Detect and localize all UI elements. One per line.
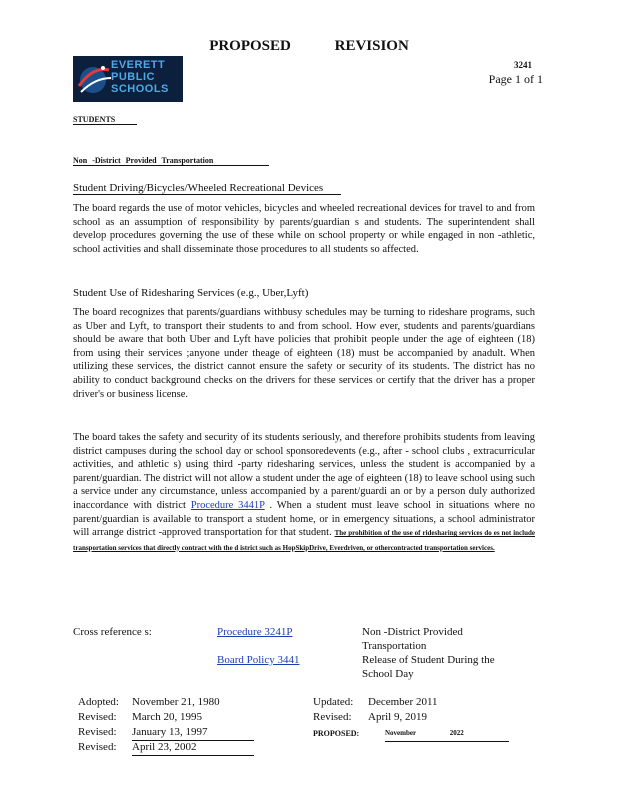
globe-swoosh-icon bbox=[73, 56, 113, 102]
history-label: Revised: bbox=[78, 711, 117, 723]
cross-reference-label: Cross reference s: bbox=[73, 626, 152, 638]
section-heading-driving: Student Driving/Bicycles/Wheeled Recreational Devices bbox=[73, 182, 341, 195]
policy-subtitle: Non -District Provided Transportation bbox=[73, 156, 269, 166]
proposed-date: November 2022 bbox=[385, 726, 509, 742]
everett-public-schools-logo bbox=[73, 56, 183, 102]
logo-line-3: SCHOOLS bbox=[111, 83, 169, 95]
paragraph-prohibition bbox=[73, 431, 535, 555]
board-policy-3441-link[interactable]: Board Policy 3441 bbox=[217, 654, 300, 666]
history-value: April 23, 2002 bbox=[132, 740, 254, 756]
procedure-3241p-description: Non -District Provided Transportation bbox=[362, 626, 463, 652]
history-label: Adopted: bbox=[78, 696, 119, 708]
procedure-3441p-link[interactable]: Procedure 3441P bbox=[190, 499, 265, 511]
history-value: March 20, 1995 bbox=[132, 711, 202, 723]
proposed-label: PROPOSED: bbox=[313, 729, 360, 738]
procedure-3241p-link[interactable]: Procedure 3241P bbox=[217, 626, 293, 638]
history-label: Revised: bbox=[313, 711, 352, 723]
history-label: Revised: bbox=[78, 726, 117, 738]
prohibition-text-1: The board takes the safety and security of its students seriously, and therefore prohibits students from leaving district campuses during the school day or school sponsoredevents (e.g., after - school clubs , extracurricular activities, and athletic s) using third -party ridesharing services, unless the student is accompanied by a parent/guardian. The district will not allow a student under the age of eighteen (18) to leave school using such a service under any circumstance, unless accompanied by a parent/guardi an or by a person duly authorized inaccordance with district bbox=[73, 432, 535, 511]
history-value: December 2011 bbox=[368, 696, 438, 708]
prohibition-text-2: . When a student must leave school in situations where no parent/guardian is available to transport a student home, or in emergency situations, a school administrator will arrange district -approved transportation for that student. bbox=[73, 499, 535, 539]
page-number: Page 1 of 1 bbox=[488, 72, 543, 86]
document-title: PROPOSED REVISION bbox=[209, 38, 409, 54]
section-heading-ridesharing: Student Use of Ridesharing Services (e.g., Uber,Lyft) bbox=[73, 287, 309, 299]
paragraph-driving: The board regards the use of motor vehicles, bicycles and wheeled recreational devices for travel to and from school as an assumption of responsibility by parents/guardian s and students. The superintendent shall develop procedures governing the use of these while on school property or while engaged in non -athletic, school activities and shall disseminate those procedures to all students so affected. bbox=[73, 203, 535, 255]
paragraph-ridesharing: The board recognizes that parents/guardians withbusy schedules may be turning to rideshare programs, such as Uber and Lyft, to transport their students to and from school. How ever, students and parents/guardians should be aware that both Uber and Lyft have policies that prohibit people under the age of eighteen (18) from using their services ;anyone under theage of eighteen (18) must be accompanied by anadult. When utilizing these services, the district cannot ensure the safety or security of its students. The district has no ability to conduct background checks on the drivers for these services or certify that the driver has a proper driver's or business license. bbox=[73, 307, 535, 400]
proposed-addition-text: The prohibition of the use of ridesharing services do es not include transportation services that directly contract with the d istrict such as HopSkipDrive, Everdriven, or othercontracted transportation services. bbox=[73, 529, 535, 552]
logo-line-1: EVERETT bbox=[111, 59, 166, 71]
policy-number: 3241 bbox=[514, 60, 532, 70]
history-value: April 9, 2019 bbox=[368, 711, 427, 723]
history-label: Revised: bbox=[78, 741, 117, 753]
history-value: January 13, 1997 bbox=[132, 725, 254, 741]
logo-line-2: PUBLIC bbox=[111, 71, 155, 83]
section-label: STUDENTS bbox=[73, 115, 137, 125]
board-policy-3441-description: Release of Student During the School Day bbox=[362, 654, 495, 680]
history-value: November 21, 1980 bbox=[132, 696, 220, 708]
history-label: Updated: bbox=[313, 696, 354, 708]
